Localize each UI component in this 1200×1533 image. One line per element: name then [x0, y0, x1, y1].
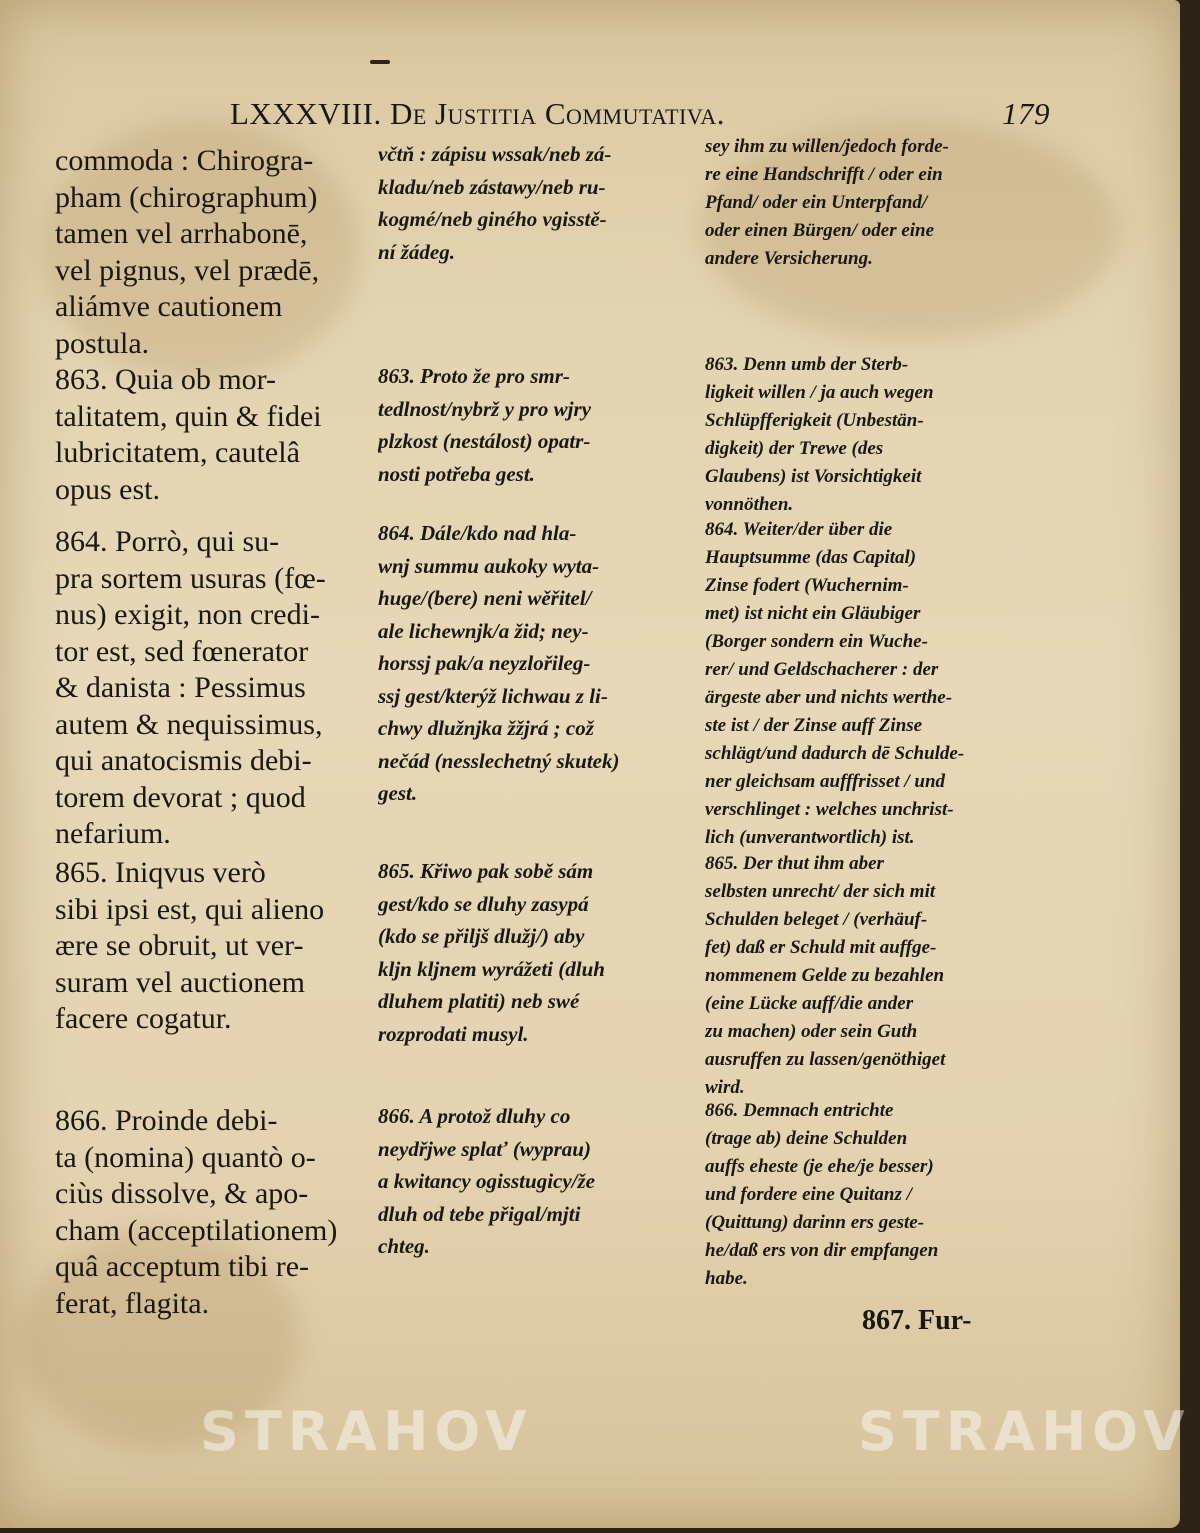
library-watermark-left: STRAHOV	[200, 1400, 533, 1463]
czech-paragraph-866: 866. A protož dluhy co neydřjwe splať (wyprau) a kwitancy ogisstugicy/že dluh od tebe přigal/mjti chteg.	[378, 1104, 595, 1258]
latin-paragraph-865: 865. Iniqvus verò sibi ipsi est, qui alieno ære se obruit, ut ver- suram vel auctionem facere cogatur.	[55, 856, 325, 1035]
german-paragraph-864: 864. Weiter/der über die Hauptsumme (das Capital) Zinse fodert (Wuchernim- met) ist nicht ein Gläubiger (Borger sondern ein Wuche- rer/ und Geldschacherer : der ärgeste aber und nichts werthe- ste ist / der Zinse auff Zinse schlägt/und dadurch dē Schulde- ner gleichsam aufffrisset / und verschlinget : welches unchrist- lich (unverantwortlich) ist.	[705, 519, 965, 848]
catchword: 867. Fur-	[862, 1305, 972, 1336]
german-top-block: sey ihm zu willen/jedoch forde- re eine Handschrifft / oder ein Pfand/ oder ein Unterpfand/ oder einen Bürgen/ oder eine andere Versicherung.	[705, 136, 949, 269]
library-watermark-right: STRAHOV	[858, 1400, 1191, 1463]
czech-paragraph-864: 864. Dále/kdo nad hla- wnj summu aukoky wyta- huge/(bere) neni wěřitel/ ale lichewnjk/a žid; ney- horssj pak/a neyzlořileg- ssj gest/kterýž lichwau z li- chwy dlužnjka žžjrá ; což nečád (nesslechetný skutek) gest.	[378, 521, 620, 805]
page-title: LXXXVIII. De Justitia Commutativa.	[230, 96, 726, 131]
german-paragraph-865: 865. Der thut ihm aber selbsten unrecht/ der sich mit Schulden beleget / (verhäuf- fet) daß er Schuld mit auffge- nommenem Gelde zu bezahlen (eine Lücke auff/die ander zu machen) oder sein Guth ausruffen zu lassen/genöthiget wird.	[705, 853, 946, 1098]
latin-paragraph-866: 866. Proinde debi- ta (nomina) quantò o- ciùs dissolve, & apo- cham (acceptilationem) quâ acceptum tibi re- ferat, flagita.	[55, 1104, 338, 1320]
czech-top-block: včtň : zápisu wssak/neb zá- kladu/neb zástawy/neb ru- kogmé/neb giného vgisstě- ní žádeg.	[378, 142, 612, 264]
ink-mark	[370, 60, 390, 64]
latin-paragraph-864: 864. Porrò, qui su- pra sortem usuras (fœ- nus) exigit, non credi- tor est, sed fœnerator & danista : Pessimus autem & nequissimus, qui anatocismis debi- torem devorat ; quod nefarium.	[55, 525, 326, 850]
german-paragraph-863: 863. Denn umb der Sterb- ligkeit willen / ja auch wegen Schlüpfferigkeit (Unbestän- digkeit) der Trewe (des Glaubens) ist Vorsichtigkeit vonnöthen.	[705, 354, 934, 515]
latin-top-block: commoda : Chirogra- pham (chirographum) tamen vel arrhabonē, vel pignus, vel prædē, aliámve cautionem postula.	[55, 144, 320, 360]
latin-paragraph-863: 863. Quia ob mor- talitatem, quin & fidei lubricitatem, cautelâ opus est.	[55, 363, 322, 506]
page-number: 179	[1002, 96, 1050, 131]
german-paragraph-866: 866. Demnach entrichte (trage ab) deine Schulden auffs eheste (je ehe/je besser) und fordere eine Quitanz / (Quittung) darinn ers geste- he/daß ers von dir empfangen habe.	[705, 1100, 939, 1289]
running-header	[230, 96, 1050, 136]
czech-paragraph-863: 863. Proto že pro smr- tedlnost/nybrž y pro wjry plzkost (nestálost) opatr- nosti potřeba gest.	[378, 364, 591, 486]
czech-paragraph-865: 865. Křiwo pak sobě sám gest/kdo se dluhy zasypá (kdo se přiljš dlužj/) aby kljn kljnem wyrážeti (dluh dluhem platiti) neb swé rozprodati musyl.	[378, 859, 605, 1046]
